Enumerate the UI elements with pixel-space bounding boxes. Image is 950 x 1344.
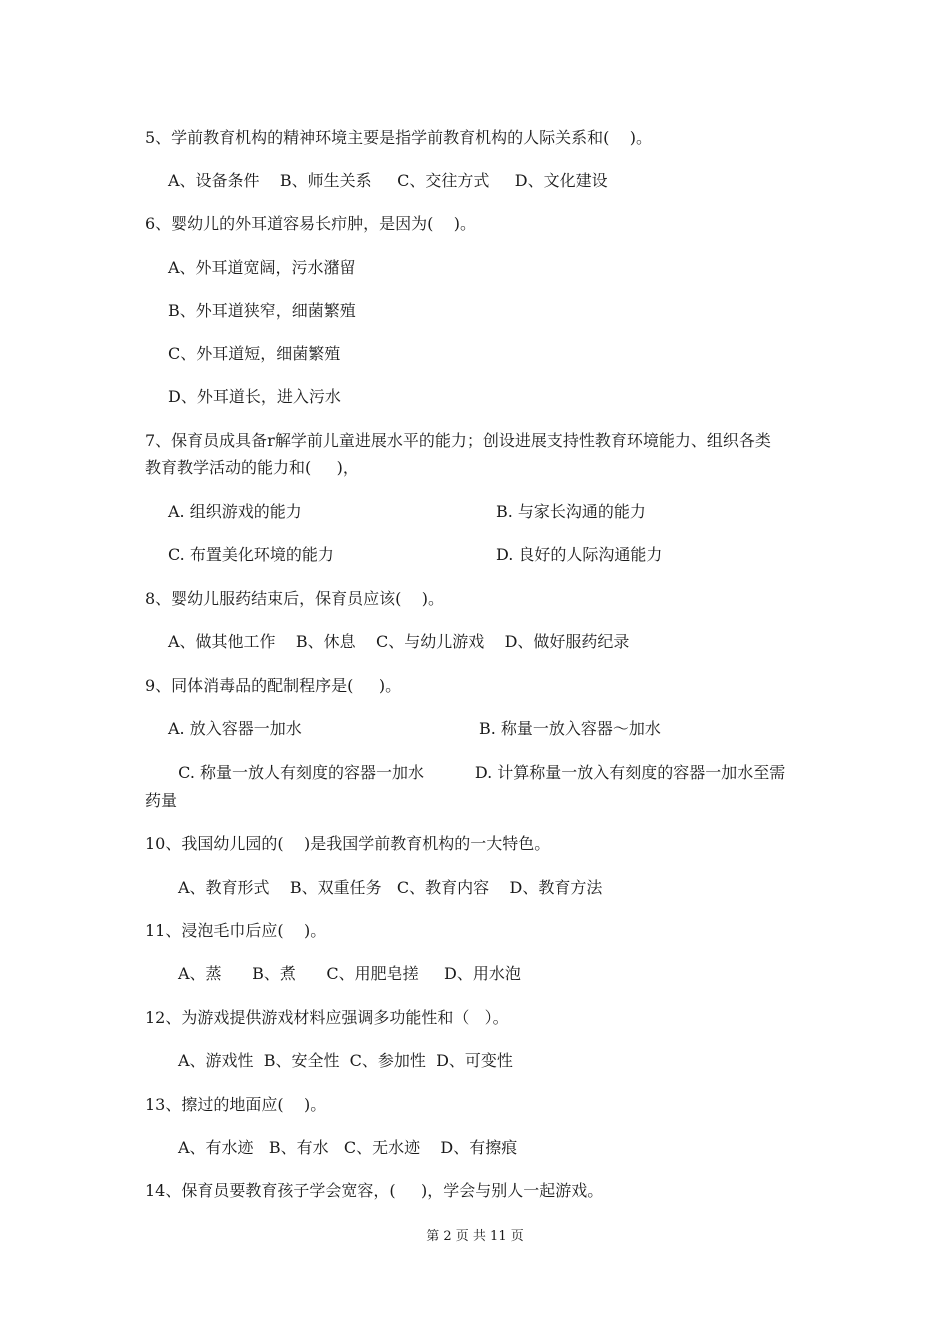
question-8-stem: 8、婴幼儿服药结束后，保育员应该( )。 (145, 589, 445, 608)
question-9-option-b: B. 称量一放入容器～加水 (479, 719, 661, 738)
question-12-options: A、游戏性 B、安全性 C、参加性 D、可变性 (178, 1051, 513, 1070)
question-7-option-c: C. 布置美化环境的能力 (168, 545, 334, 564)
question-7-option-d: D. 良好的人际沟通能力 (496, 545, 663, 564)
question-13-options: A、有水迹 B、有水 C、无水迹 D、有擦痕 (178, 1138, 518, 1157)
question-7-stem-line-2: 教育教学活动的能力和( )， (145, 458, 359, 477)
question-7-stem-line-1: 7、保育员成具备r解学前儿童进展水平的能力；创设进展支持性教育环境能力、组织各类 (145, 431, 771, 450)
question-6-stem: 6、婴幼儿的外耳道容易长疖肿，是因为( )。 (145, 214, 477, 233)
question-5-options: A、设备条件 B、师生关系 C、交往方式 D、文化建设 (168, 171, 608, 190)
question-14-stem: 14、保育员要教育孩子学会宽容，( )，学会与别人一起游戏。 (145, 1181, 604, 1200)
question-6-option-d: D、外耳道长，进入污水 (168, 387, 341, 406)
question-11-stem: 11、浸泡毛巾后应( )。 (145, 921, 327, 940)
question-11-options: A、蒸 B、煮 C、用肥皂搓 D、用水泡 (178, 964, 521, 983)
question-6-option-b: B、外耳道狭窄，细菌繁殖 (168, 301, 356, 320)
question-5-stem: 5、学前教育机构的精神环境主要是指学前教育机构的人际关系和( )。 (145, 128, 653, 147)
question-13-stem: 13、擦过的地面应( )。 (145, 1095, 327, 1114)
question-9-options-c-d: C. 称量一放人有刻度的容器一加水 D. 计算称量一放入有刻度的容器一加水至需 (168, 763, 786, 782)
question-10-stem: 10、我国幼儿园的( )是我国学前教育机构的一大特色。 (145, 834, 551, 853)
question-7-option-b: B. 与家长沟通的能力 (496, 502, 646, 521)
question-6-option-a: A、外耳道宽阔，污水潴留 (168, 258, 356, 277)
question-7-option-a: A. 组织游戏的能力 (168, 502, 302, 521)
question-10-options: A、教育形式 B、双重任务 C、教育内容 D、教育方法 (178, 878, 603, 897)
question-9-stem: 9、同体消毒品的配制程序是( )。 (145, 676, 402, 695)
page-footer: 第 2 页 共 11 页 (426, 1229, 524, 1244)
question-9-option-a: A. 放入容器一加水 (168, 719, 302, 738)
question-12-stem: 12、为游戏提供游戏材料应强调多功能性和（ ）。 (145, 1008, 509, 1027)
question-9-option-d-continued: 药量 (145, 791, 178, 810)
question-6-option-c: C、外耳道短，细菌繁殖 (168, 344, 341, 363)
question-8-options: A、做其他工作 B、休息 C、与幼儿游戏 D、做好服药纪录 (168, 632, 630, 651)
